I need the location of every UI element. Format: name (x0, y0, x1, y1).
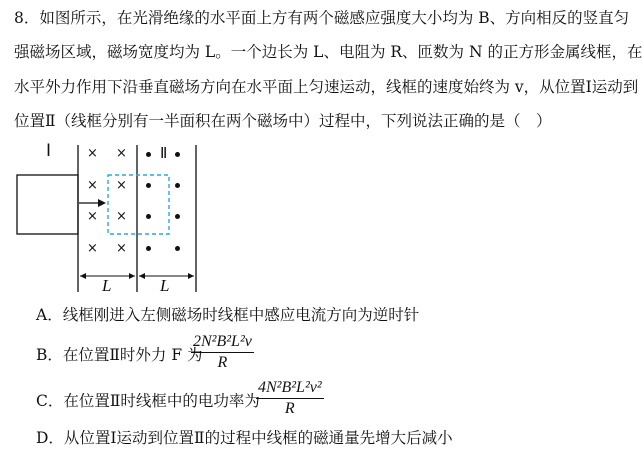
field-dot (146, 183, 151, 188)
field-cross: × (116, 241, 127, 256)
region-label-2: Ⅱ (160, 146, 168, 162)
question-line-1: 8．如图所示，在光滑绝缘的水平面上方有两个磁感应强度大小均为 B、方向相反的竖直匀 (14, 9, 630, 27)
width-label-2: L (160, 276, 170, 295)
field-cross: × (87, 178, 98, 193)
field-dot (146, 214, 151, 219)
question-line-3: 水平外力作用下沿垂直磁场方向在水平面上匀速运动，线框的速度始终为 v，从位置Ⅰ运动到 (14, 78, 639, 96)
option-c-denominator: R (284, 400, 295, 417)
option-a: A．线框刚进入左侧磁场时线框中感应电流方向为逆时针 (36, 306, 420, 324)
field-cross: × (116, 146, 127, 161)
option-c-numerator: 4N²B²L²v² (258, 379, 322, 396)
question-line-2: 强磁场区域，磁场宽度均为 L。一个边长为 L、电阻为 R、匝数为 N 的正方形金属线框，在 (14, 43, 642, 61)
field-dot (146, 246, 151, 251)
option-c-prefix: C．在位置Ⅱ时线框中的电功率为 (36, 392, 260, 410)
width-label-1: L (102, 276, 112, 295)
field-dot (175, 214, 180, 219)
question-line-4: 位置Ⅱ（线框分别有一半面积在两个磁场中）过程中，下列说法正确的是（ ） (14, 112, 552, 130)
field-dot (146, 152, 151, 157)
option-b-denominator: R (217, 354, 228, 371)
option-d: D．从位置Ⅰ运动到位置Ⅱ的过程中线框的磁通量先增大后减小 (36, 429, 453, 447)
field-dot (175, 183, 180, 188)
region-label-1: Ⅰ (46, 141, 52, 160)
field-dot (175, 246, 180, 251)
velocity-arrowhead (98, 199, 106, 207)
option-b-prefix: B．在位置Ⅱ时外力 F 为 (36, 346, 203, 364)
option-b-fraction (191, 333, 254, 372)
field-cross: × (87, 146, 98, 161)
field-cross: × (116, 209, 127, 224)
field-cross: × (116, 178, 127, 193)
frame-position-1 (17, 175, 78, 234)
field-cross: × (87, 241, 98, 256)
option-c-fraction (256, 379, 324, 418)
field-dot (175, 152, 180, 157)
option-b-numerator: 2N²B²L²v (193, 333, 252, 350)
field-cross: × (87, 209, 98, 224)
